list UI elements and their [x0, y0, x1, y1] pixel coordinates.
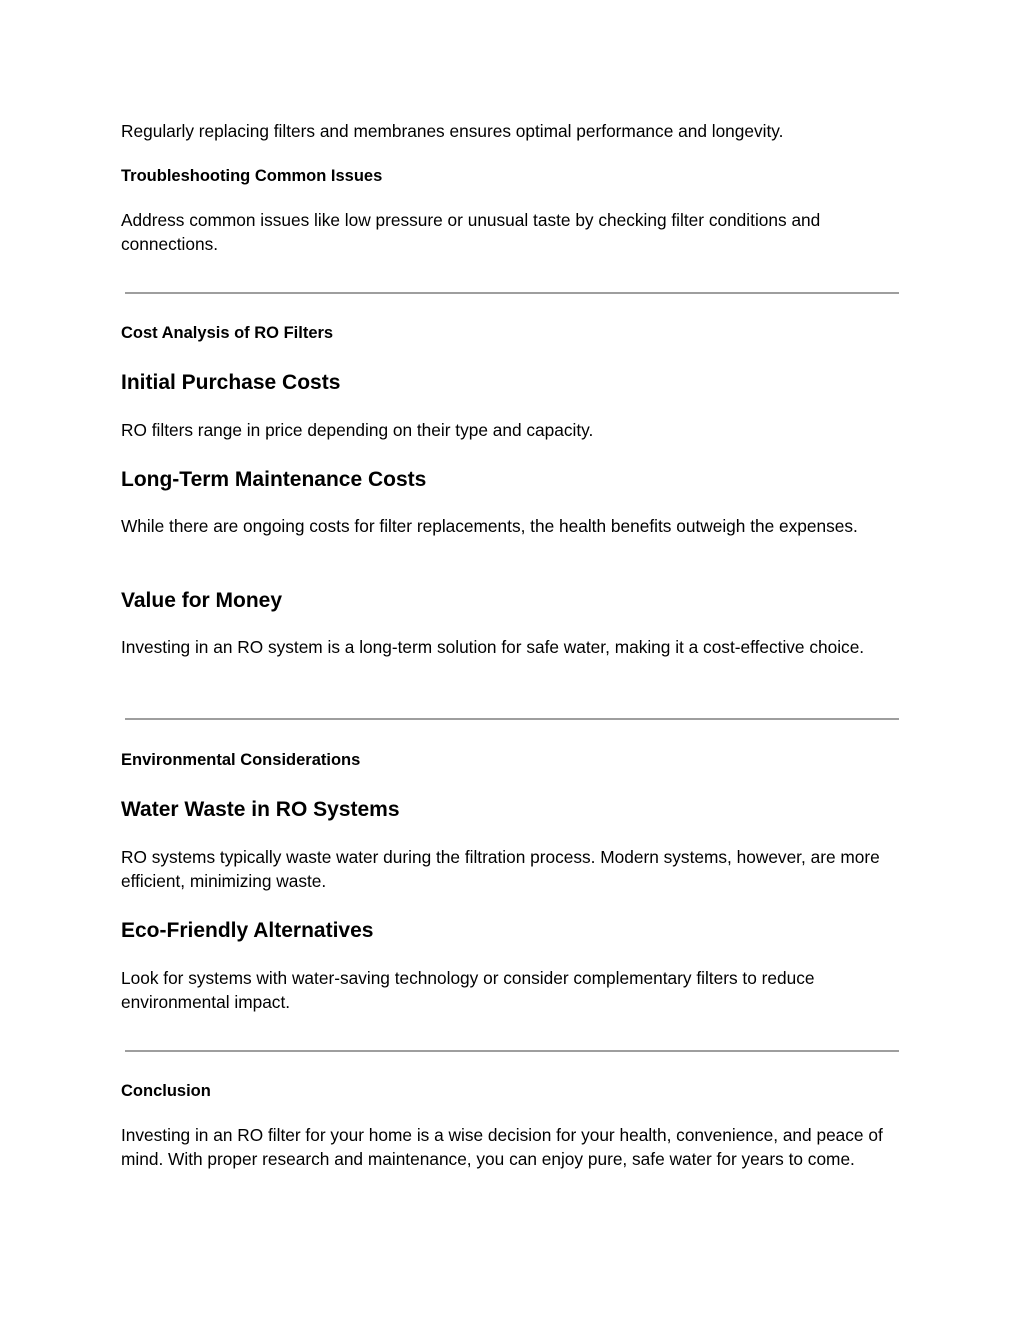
- conclusion-paragraph: Investing in an RO filter for your home is a wise decision for your health, convenience, and peace of mind. With proper research and maintenance, you can enjoy pure, safe water for years to come.: [121, 1125, 883, 1170]
- long-term-costs-paragraph: While there are ongoing costs for filter replacements, the health benefits outweigh the expenses.: [121, 516, 858, 536]
- cost-analysis-heading: Cost Analysis of RO Filters: [121, 324, 334, 342]
- troubleshooting-heading: Troubleshooting Common Issues: [121, 167, 383, 185]
- maintenance-paragraph: Regularly replacing filters and membranes ensures optimal performance and longevity.: [121, 121, 784, 141]
- value-for-money-paragraph: Investing in an RO system is a long-term solution for safe water, making it a cost-effective choice.: [121, 637, 865, 657]
- eco-friendly-paragraph: Look for systems with water-saving technology or consider complementary filters to reduce environmental impact.: [121, 968, 815, 1013]
- value-for-money-heading: Value for Money: [121, 589, 283, 612]
- section-divider: [125, 718, 899, 720]
- environmental-heading: Environmental Considerations: [121, 751, 361, 769]
- conclusion-heading: Conclusion: [121, 1082, 211, 1100]
- water-waste-paragraph: RO systems typically waste water during the filtration process. Modern systems, however, are more efficient, minimizing waste.: [121, 847, 880, 892]
- section-divider: [125, 1050, 899, 1052]
- long-term-costs-heading: Long-Term Maintenance Costs: [121, 468, 427, 491]
- troubleshooting-paragraph: Address common issues like low pressure or unusual taste by checking filter conditions and connections.: [121, 210, 821, 255]
- section-divider: [125, 292, 899, 294]
- initial-costs-heading: Initial Purchase Costs: [121, 371, 341, 394]
- water-waste-heading: Water Waste in RO Systems: [121, 798, 400, 821]
- initial-costs-paragraph: RO filters range in price depending on their type and capacity.: [121, 420, 594, 440]
- eco-friendly-heading: Eco-Friendly Alternatives: [121, 919, 374, 942]
